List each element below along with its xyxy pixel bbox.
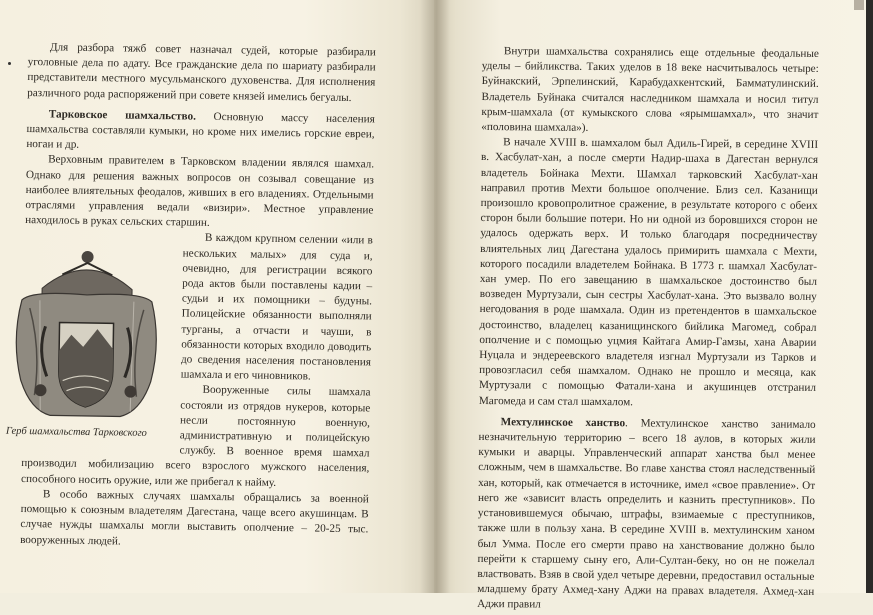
scan-edge bbox=[866, 0, 873, 593]
left-page-text bbox=[5, 40, 376, 553]
coat-of-arms-figure bbox=[0, 230, 173, 443]
margin-dot bbox=[8, 62, 11, 65]
left-paragraph-3: Верховным правителем в Тарковском владении являлся шамхал. Однако для решения важных вопросов он созывал совещание из наиболее влиятельных феодалов, живших в его владениях. Отдельными отраслями управления ведали «визири». Местное управление находилось в руках сельских старшин. bbox=[25, 153, 375, 230]
right-paragraph-2: В начале XVIII в. шамхалом был Адиль-Гирей, в середине XVIII в. Хасбулат-хан, а после смерти Надир-шаха в Дагестан вернулся владетель Бойнака Мехти. Шамхал тарковский Хасбулат-хан направил против Мехти большое ополчение. Близ сел. Казанищи произошло кровопролитное сражение, в результате которого с обеих сторон были большие потери. Но ни одной из боровшихся сторон не удалось одержать верх. И только благодаря посредничеству влиятельных лиц Дагестана удалось примирить шамхала с Мехти, которого посадили владетелем Бойнака. В 1773 г. шамхал Хасбулат-хан умер. По его завещанию в шамхальское достоинство был возведен Муртузали, сын сестры Хасбулат-хана. Это вызвало волну негодования в роде шамхала. Один из претендентов в шамхальское достоинство, владелец казанищинского бийлика Магомед, собрал ополчение и с помощью уцмия Кайтага Амир-Гамзы, хана Аварии Нуцала и эндереевского владетеля изгнал Муртузали из Тарков и провозгласил себя шамхалом. Однако не прошло и месяца, как Муртузали с помощью Фатали-хана и акушинцев отстранил Магомеда и сам стал шамхалом. bbox=[478, 136, 819, 409]
scan-corner-mark bbox=[854, 0, 864, 10]
coat-of-arms-caption: Герб шамхальства Тарковского bbox=[5, 426, 147, 440]
left-paragraph-2 bbox=[26, 107, 375, 158]
book-spine-shadow bbox=[420, 0, 450, 593]
right-paragraph-3 bbox=[477, 415, 816, 615]
section-heading-mekhtuli: Мехтулинское ханство bbox=[500, 416, 626, 430]
left-paragraph-6: В особо важных случаях шамхалы обращались за военной помощью к союзным владетелям Дагестана, чаще всего акушинцам. В случае нужды шамхалы могли выставить ополчение – 20-25 тыс. вооруженных людей. bbox=[20, 488, 369, 548]
right-paragraph-1: Внутри шамхальства сохранялись еще отдельные феодальные уделы – бийликства. Таких уделов в 18 веке насчитывалось четыре: Буйнакский, Эрпелинский, Карабудахкентский, Бамматулинский. Владетель Буйнака считался наследником шамхала и носил титул крым-шамхала (от кумыкского слова «ярымшамхал», что значит «половина шамхала»). bbox=[481, 45, 819, 134]
section-heading-tarki: Тарковское шамхальство. bbox=[48, 108, 197, 123]
right-page-text bbox=[477, 44, 819, 615]
right-paragraph-3-text: . Мехтулинское ханство занимало незначительную территорию – всего 18 аулов, в которых жили кумыки и аварцы. Управленческий аппарат ханства был менее сложным, чем в шамхальстве. Во главе ханства стоял наследственный хан, который, как отмечается в источнике, имел «свое правление». От него же «зависит власть определить и казнить преступников». По установившемуся обычаю, штрафы, взимаемые с преступников, также шли в пользу хана. В середине XVIII в. мехтулинским ханом был Умма. После его смерти право на ханствование должно было перейти к старшему сыну его, Али-Султан-беку, но он не пожелал властвовать. Взяв в свой удел четыре деревни, предоставил остальные младшему брату Ахмед-хану Аджи на правах владетеля. Ахмед-хан Аджи правил bbox=[477, 417, 816, 611]
left-paragraph-5: Вооруженные силы шамхала состояли из отрядов нукеров, которые несли постоянную военную, административную и полицейскую службу. В военное время шамхал производил мобилизацию всего взрослого мужского населения, способного носить оружие, или же прибегал к найму. bbox=[21, 384, 371, 489]
coat-of-arms-image bbox=[0, 230, 173, 423]
left-paragraph-1: Для разбора тяжб совет назначал судей, которые разбирали уголовные дела по адату. Все гражданские дела по шариату разбирали представители местного мусульманского духовенства. Для исполнения различного рода распоряжений при совете князей имелись бегуалы. bbox=[27, 41, 376, 104]
left-paragraph-2-text: Основную массу населения шамхальства составляли кумыки, но кроме них имелись горские евреи, ногаи и др. bbox=[26, 110, 375, 152]
left-paragraph-4: В каждом крупном селении «или в нескольких малых» для суда и, очевидно, для регистрации всякого рода актов были поставлены кадии – судьи и их помощники – будуны. Полицейские обязанности выполняли турганы, а отчасти и чауши, в обязанности которых входило доводить до сведения населения постановления шамхала и его чиновников. bbox=[180, 232, 373, 383]
